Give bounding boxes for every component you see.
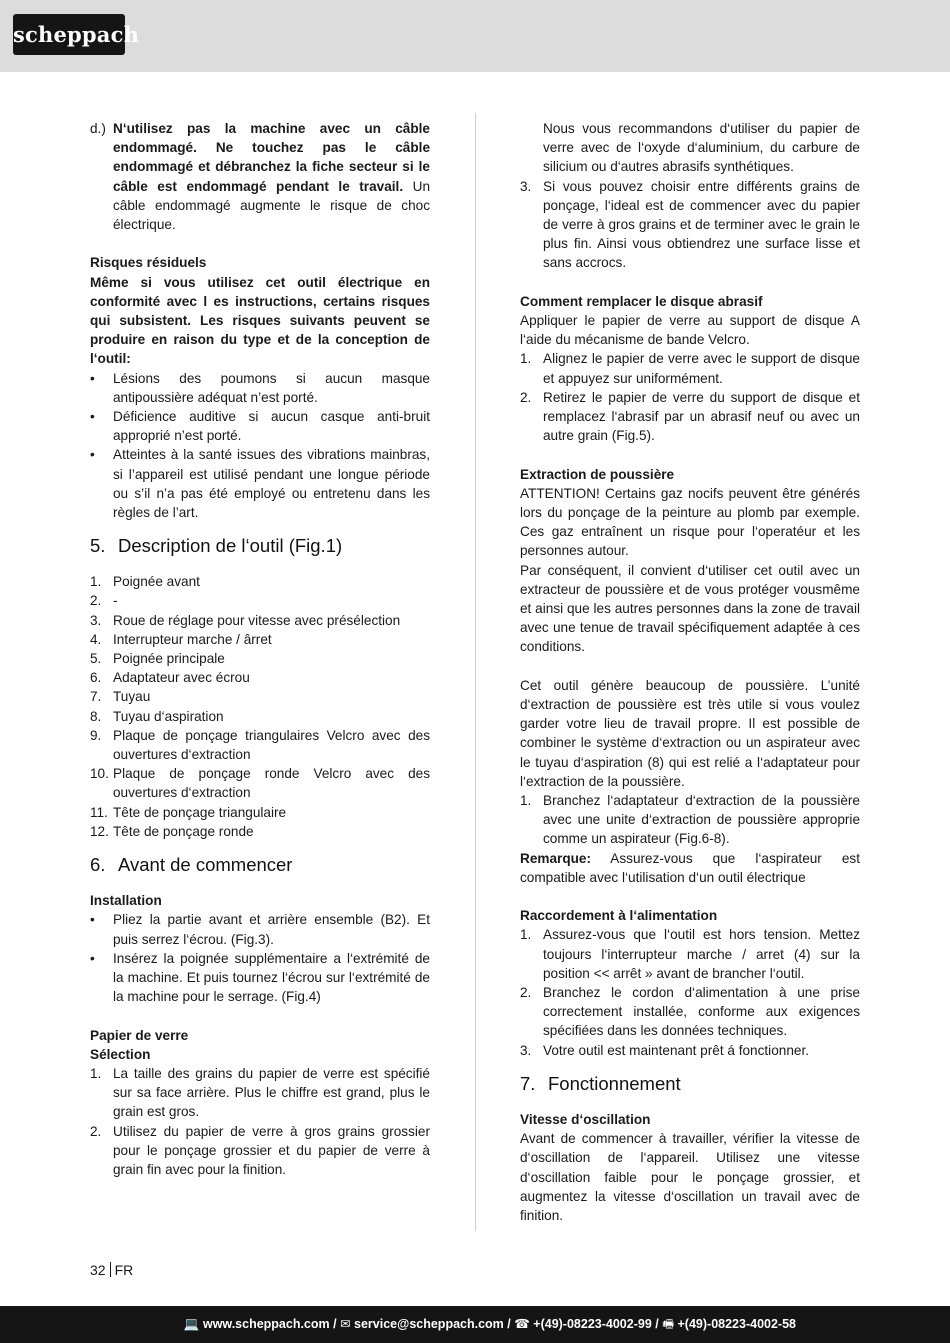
page-number-separator	[110, 1262, 111, 1277]
item-number: 5.	[90, 651, 102, 667]
list-item	[520, 791, 860, 849]
bullet-icon: •	[90, 447, 95, 463]
item-text: Assurez-vous que l‘outil est hors tension. Mettez toujours l‘interrupteur marche / arret (4) sur la position << arrêt » avant de brancher l‘outil.	[543, 927, 860, 981]
item-number: 3.	[90, 612, 102, 628]
item-text: Plaque de ponçage ronde Velcro avec des ouvertures d‘extraction	[113, 766, 430, 801]
column-divider	[475, 113, 476, 1231]
bullet-text: Insérez la poignée supplémentaire a l‘extrémité de la machine. Et puis tournez l‘écrou sur l‘extrémité de la machine pour le serrage. (Fig.4)	[113, 950, 430, 1005]
remarque-text: Assurez-vous que l‘aspirateur est compatible avec l‘utilisation d‘un outil électrique	[520, 850, 860, 885]
item-text: Roue de réglage pour vitesse avec présélection	[113, 612, 401, 628]
section-7-heading	[520, 1072, 860, 1096]
item-text: Retirez le papier de verre du support de disque et remplacez l‘abrasif par un abrasif neuf ou avec un autre grain (Fig.5).	[543, 389, 860, 444]
list-item	[90, 611, 430, 630]
item-number: 9.	[90, 727, 102, 743]
item-text: Nous vous recommandons d‘utiliser du papier de verre avec de l‘oxyde d‘aluminium, du carbure de silicium ou d‘autres abrasifs synthétiques.	[543, 121, 860, 175]
safety-item-d	[90, 119, 430, 234]
section-number: 6.	[90, 854, 106, 876]
contact-line	[184, 1316, 796, 1333]
risque-bullet	[90, 407, 430, 445]
bullet-icon: •	[90, 912, 95, 928]
list-item	[520, 177, 860, 273]
phone-number: +(49)-08223-4002-99	[533, 1317, 652, 1331]
list-item	[520, 349, 860, 387]
disque-text: Appliquer le papier de verre au support de disque A l‘aide du mécanisme de bande Velcro.	[520, 313, 860, 348]
extraction-paragraph: Cet outil génère beaucoup de poussière. L’unité d‘extraction de poussière est très utile si vous voulez garder votre lieu de travail propre. Il est possible de combiner le système d‘extraction ou un aspirateur avec le tuyau d‘aspiration (8) qui est relié a l‘adaptateur pour l‘extraction de la poussière.	[520, 677, 860, 789]
item-number: 2.	[90, 593, 102, 609]
section-6-heading	[90, 853, 430, 877]
phone-icon: ☎	[514, 1317, 530, 1331]
description-list	[90, 572, 430, 841]
safety-item-d-bold: N‘utilisez pas la machine avec un câble endommagé. Ne touchez pas le câble endommagé et débranchez la fiche secteur si le câble est endommagé pendant le travail.	[113, 121, 430, 194]
item-number: 1.	[90, 1065, 102, 1081]
item-text: Si vous pouvez choisir entre différents grains de ponçage, l‘ideal est de commencer avec du papier de verre à gros grains et de terminer avec le grain le plus fin. Ainsi vous obtiendrez une surface lisse et sans accrocs.	[543, 178, 860, 271]
item-text: Utilisez du papier de verre à gros grains grossier pour le ponçage grossier et du papier de verre à grain fin avec pour la finition.	[113, 1123, 430, 1177]
item-number: 8.	[90, 708, 102, 724]
item-text: La taille des grains du papier de verre est spécifié sur sa face arrière. Plus le chiffre est grand, plus le grain est gros.	[113, 1065, 430, 1120]
fax-number: +(49)-08223-4002-58	[677, 1317, 796, 1331]
list-item	[90, 649, 430, 668]
section-title: Avant de commencer	[118, 854, 293, 876]
item-text: Tête de ponçage ronde	[113, 823, 254, 839]
bullet-text: Lésions des poumons si aucun masque antipoussière adéquat n’est porté.	[113, 370, 430, 405]
item-text: Votre outil est maintenant prêt á fonctionner.	[543, 1042, 810, 1058]
section-title: Fonctionnement	[548, 1072, 681, 1094]
install-bullet	[90, 910, 430, 948]
item-number: 2.	[520, 389, 532, 405]
item-number: 2.	[520, 985, 532, 1001]
section-number: 7.	[520, 1072, 536, 1094]
list-item	[90, 591, 430, 610]
install-bullet	[90, 949, 430, 1007]
list-item	[90, 707, 430, 726]
list-item	[90, 630, 430, 649]
language-code: FR	[114, 1262, 134, 1278]
list-item	[90, 726, 430, 764]
item-marker: d.)	[90, 121, 106, 136]
item-number: 4.	[90, 631, 102, 647]
item-text: Alignez le papier de verre avec le support de disque et appuyez sur uniformément.	[543, 351, 860, 386]
risque-bullet	[90, 369, 430, 407]
item-number: 2.	[90, 1123, 102, 1139]
list-item	[90, 572, 430, 591]
bullet-icon: •	[90, 370, 95, 386]
email-link[interactable]: service@scheppach.com	[354, 1317, 504, 1331]
page-number	[90, 1261, 133, 1280]
selection-heading: Sélection	[90, 1046, 151, 1062]
section-title: Description de l‘outil (Fig.1)	[118, 535, 343, 557]
list-item	[90, 1122, 430, 1180]
item-text: Tuyau d‘aspiration	[113, 708, 224, 724]
scheppach-logo: scheppach	[13, 14, 125, 55]
item-number: 1.	[520, 793, 532, 809]
item-text: Poignée principale	[113, 651, 225, 667]
item-number: 3.	[520, 178, 532, 194]
separator: /	[503, 1317, 515, 1331]
separator: /	[329, 1317, 341, 1331]
left-column	[90, 119, 430, 1179]
vitesse-heading: Vitesse d‘oscillation	[520, 1111, 651, 1127]
list-item	[90, 1064, 430, 1122]
list-item	[90, 687, 430, 706]
risques-intro: Même si vous utilisez cet outil électrique en conformité avec l es instructions, certains risques qui subsistent. Les risques suivants peuvent se produire en raison du type et de la conception de l‘outil:	[90, 274, 430, 367]
list-item	[90, 764, 430, 802]
vitesse-text: Avant de commencer à travailler, vérifier la vitesse de d‘oscillation de l‘appareil. Utilisez une vitesse d‘oscillation faible pour le ponçage grossier, et augmentez la vitesse d‘oscillation un travail avec de finition.	[520, 1131, 860, 1223]
page-header	[0, 0, 950, 72]
installation-heading: Installation	[90, 893, 162, 909]
extraction-warning: ATTENTION! Certains gaz nocifs peuvent être générés lors du ponçage de la peinture au plomb par exemple. Ces gaz entraînent un risque pour l‘operatéur et les personnes autour.	[520, 485, 860, 559]
bullet-text: Atteintes à la santé issues des vibrations mainbras, si l’appareil est utilisé pendant une longue période ou s’il n’a pas été employé ou entretenu dans les règles de l’art.	[113, 447, 430, 521]
item-number: 10.	[90, 766, 109, 782]
section-5-heading	[90, 534, 430, 558]
page-number-value: 32	[90, 1262, 106, 1278]
item-text: Branchez l‘adaptateur d‘extraction de la poussière avec une unite d‘extraction de poussière approprie comme un aspirateur (Fig.6-8).	[543, 793, 860, 847]
item-number: 3.	[520, 1042, 532, 1058]
bullet-text: Déficience auditive si aucun casque anti-bruit approprié n’est porté.	[113, 409, 430, 444]
item-text: Interrupteur marche / ârret	[113, 631, 272, 647]
item-number: 1.	[520, 351, 532, 367]
item-text: -	[113, 593, 118, 609]
page-footer	[0, 1306, 950, 1343]
item-number: 1.	[90, 574, 102, 590]
remarque-label: Remarque:	[520, 850, 592, 866]
risques-heading: Risques résiduels	[90, 255, 207, 271]
item-text: Adaptateur avec écrou	[113, 670, 250, 686]
item-number: 7.	[90, 689, 102, 705]
item-text: Plaque de ponçage triangulaires Velcro avec des ouvertures d‘extraction	[113, 727, 430, 763]
item-number: 1.	[520, 927, 532, 943]
item-number: 6.	[90, 670, 102, 686]
list-item	[520, 925, 860, 983]
item-number: 11.	[90, 804, 108, 820]
right-column	[520, 119, 860, 1225]
fax-icon: 🖷	[662, 1317, 675, 1331]
disque-heading: Comment remplacer le disque abrasif	[520, 293, 763, 309]
bullet-text: Pliez la partie avant et arrière ensemble (B2). Et puis serrez l‘écrou. (Fig.3).	[113, 912, 430, 947]
bullet-icon: •	[90, 409, 95, 425]
item-text: Poignée avant	[113, 574, 200, 590]
extraction-paragraph: Par conséquent, il convient d‘utiliser cet outil avec un extracteur de poussière et de vous protéger vousmême et ainsi que les autres personnes dans la zone de travail avec une tenue de travail spécifiquement adaptée à ces conditions.	[520, 562, 860, 655]
safety-item-d-text: Un câble endommagé augmente le risque de choc électrique.	[113, 178, 431, 233]
list-item	[520, 983, 860, 1041]
risque-bullet	[90, 445, 430, 522]
item-number: 12.	[90, 823, 109, 839]
item-text: Tête de ponçage triangulaire	[113, 804, 287, 820]
papier-heading: Papier de verre	[90, 1027, 189, 1043]
list-item	[90, 803, 430, 822]
separator: /	[651, 1317, 663, 1331]
item-text: Branchez le cordon d‘alimentation à une prise correctement installée, conforme aux exigences spécifiées dans les données techniques.	[543, 985, 860, 1039]
selection-continued	[520, 119, 860, 177]
list-item	[520, 388, 860, 446]
section-number: 5.	[90, 535, 106, 557]
extraction-heading: Extraction de poussière	[520, 466, 675, 482]
list-item	[90, 822, 430, 841]
mail-icon: ✉	[340, 1317, 351, 1331]
bullet-icon: •	[90, 950, 95, 966]
list-item	[520, 1041, 860, 1060]
list-item	[90, 668, 430, 687]
raccord-heading: Raccordement à l‘alimentation	[520, 908, 718, 924]
item-text: Tuyau	[113, 689, 151, 705]
website-link[interactable]: www.scheppach.com	[202, 1317, 330, 1331]
computer-icon: 💻	[183, 1317, 200, 1331]
remarque-note	[520, 849, 860, 887]
